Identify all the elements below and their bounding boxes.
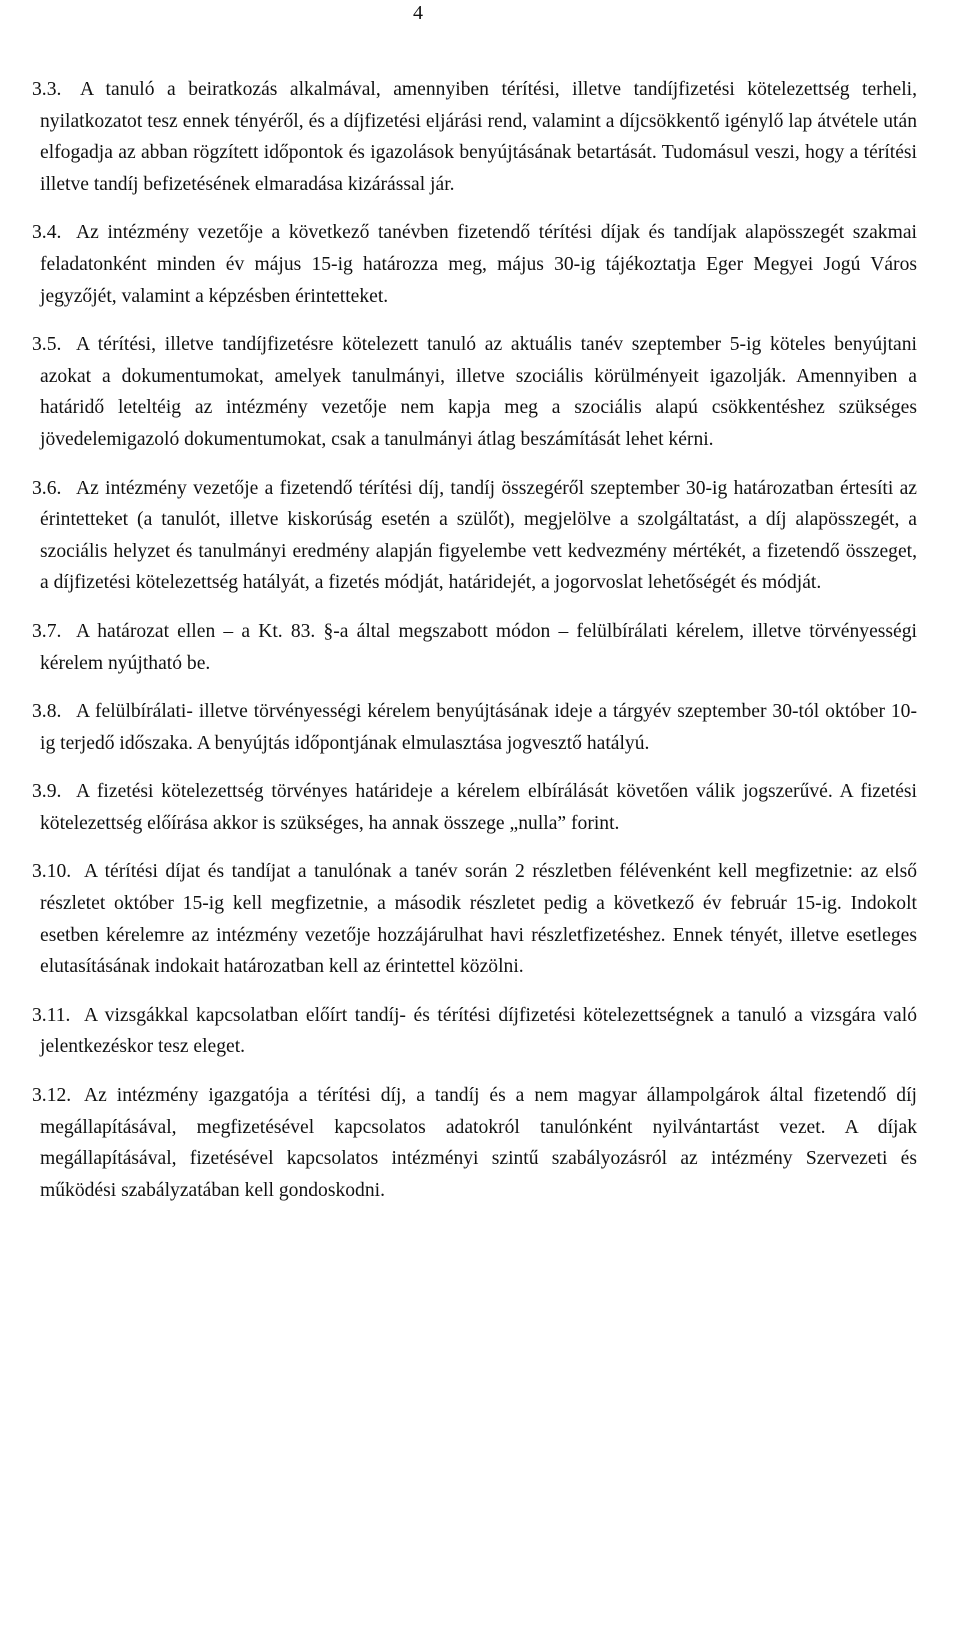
paragraph-3-5 [32, 329, 917, 455]
paragraph-number: 3.4. [32, 222, 62, 244]
paragraph-text: A vizsgákkal kapcsolatban előírt tandíj- és térítési díjfizetési kötelezettségnek a tanuló a vizsgára való jelentkezéskor tesz eleget. [40, 1004, 917, 1058]
paragraph-number: 3.3. [32, 79, 62, 100]
paragraph-3-11 [32, 1000, 917, 1063]
paragraph-3-9 [32, 776, 917, 839]
paragraph-3-7 [32, 616, 917, 679]
paragraph-text: A térítési díjat és tandíjat a tanulónak a tanév során 2 részletben félévenként kell megfizetnie: az első részletet október 15-ig kell megfizetnie, a második részletet pedig a következő év február 15-ig. Indokolt esetben kérelemre az intézmény vezetője hozzájárulhat havi részletfizetéshez. Ennek tényét, illetve esetleges elutasításának indokait határozatban kell az érintettel közölni. [40, 861, 917, 978]
paragraph-number: 3.6. [32, 477, 62, 499]
paragraph-3-8 [32, 696, 917, 759]
paragraph-number: 3.9. [32, 781, 62, 803]
paragraph-3-4 [32, 217, 917, 312]
paragraph-text: Az intézmény vezetője a következő tanévben fizetendő térítési díjak és tandíjak alapösszegét szakmai feladatonként minden év május 15-ig határozza meg, május 30-ig tájékoztatja Eger Megyei Jogú Város jegyzőjét, valamint a képzésben érintetteket. [40, 222, 917, 307]
paragraph-3-10 [32, 856, 917, 982]
paragraph-number: 3.10. [32, 861, 72, 883]
page-number: 4 [413, 2, 423, 24]
paragraph-number: 3.7. [32, 620, 62, 642]
paragraph-text: A fizetési kötelezettség törvényes határideje a kérelem elbírálását követően válik jogszerűvé. A fizetési kötelezettség előírása akkor is szükséges, ha annak összege „nulla” forint. [40, 781, 917, 834]
paragraph-text: A felülbírálati- illetve törvényességi kérelem benyújtásának ideje a tárgyév szeptember 30-tól október 10-ig terjedő időszaka. A benyújtás időpontjának elmulasztása jogvesztő hatályú. [40, 701, 917, 754]
paragraph-number: 3.12. [32, 1085, 72, 1107]
document-body [32, 74, 917, 1223]
paragraph-number: 3.8. [32, 701, 62, 723]
paragraph-text: A térítési, illetve tandíjfizetésre kötelezett tanuló az aktuális tanév szeptember 5-ig köteles benyújtani azokat a dokumentumokat, amelyek tanulmányi, illetve szociális körülményeit igazolják. Amennyiben a határidő leteltéig az intézmény vezetője nem kapja meg a szociális alapú csökkentéshez szükséges jövedelemigazoló dokumentumokat, csak a tanulmányi átlag beszámítását lehet kérni. [40, 334, 917, 450]
paragraph-3-12 [32, 1080, 917, 1206]
paragraph-text: Az intézmény vezetője a fizetendő térítési díj, tandíj összegéről szeptember 30-ig határozatban értesíti az érintetteket (a tanulót, illetve kiskorúság esetén a szülőt), megjelölve a szolgáltatást, a díj alapösszegét, a szociális helyzet és tanulmányi eredmény alapján figyelembe vett kedvezmény mértékét, a fizetendő összeget, a díjfizetési kötelezettség hatályát, a fizetés módját, határidejét, a jogorvoslat lehetőségét és módját. [40, 477, 917, 594]
paragraph-text: Az intézmény igazgatója a térítési díj, a tandíj és a nem magyar állampolgárok által fizetendő díj megállapításával, megfizetésével kapcsolatos adatokról tanulónként nyilvántartást vezet. A díjak megállapításával, fizetésével kapcsolatos intézményi szintű szabályozásról az intézmény Szervezeti és működési szabályzatában kell gondoskodni. [40, 1085, 917, 1201]
paragraph-number: 3.11. [32, 1004, 71, 1026]
paragraph-text: A tanuló a beiratkozás alkalmával, amennyiben térítési, illetve tandíjfizetési kötelezettség terheli, nyilatkozatot tesz ennek tényéről, és a díjfizetési eljárási rend, valamint a díjcsökkentő igénylő lap átvétele után elfogadja az abban rögzített időpontok és igazolások benyújtásának betartását. Tudomásul veszi, hogy a térítési illetve tandíj befizetésének elmaradása kizárással jár. [40, 79, 917, 195]
paragraph-3-6 [32, 473, 917, 599]
paragraph-text: A határozat ellen – a Kt. 83. §-a által megszabott módon – felülbírálati kérelem, illetve törvényességi kérelem nyújtható be. [40, 620, 917, 674]
paragraph-number: 3.5. [32, 334, 62, 356]
paragraph-3-3 [32, 74, 917, 200]
